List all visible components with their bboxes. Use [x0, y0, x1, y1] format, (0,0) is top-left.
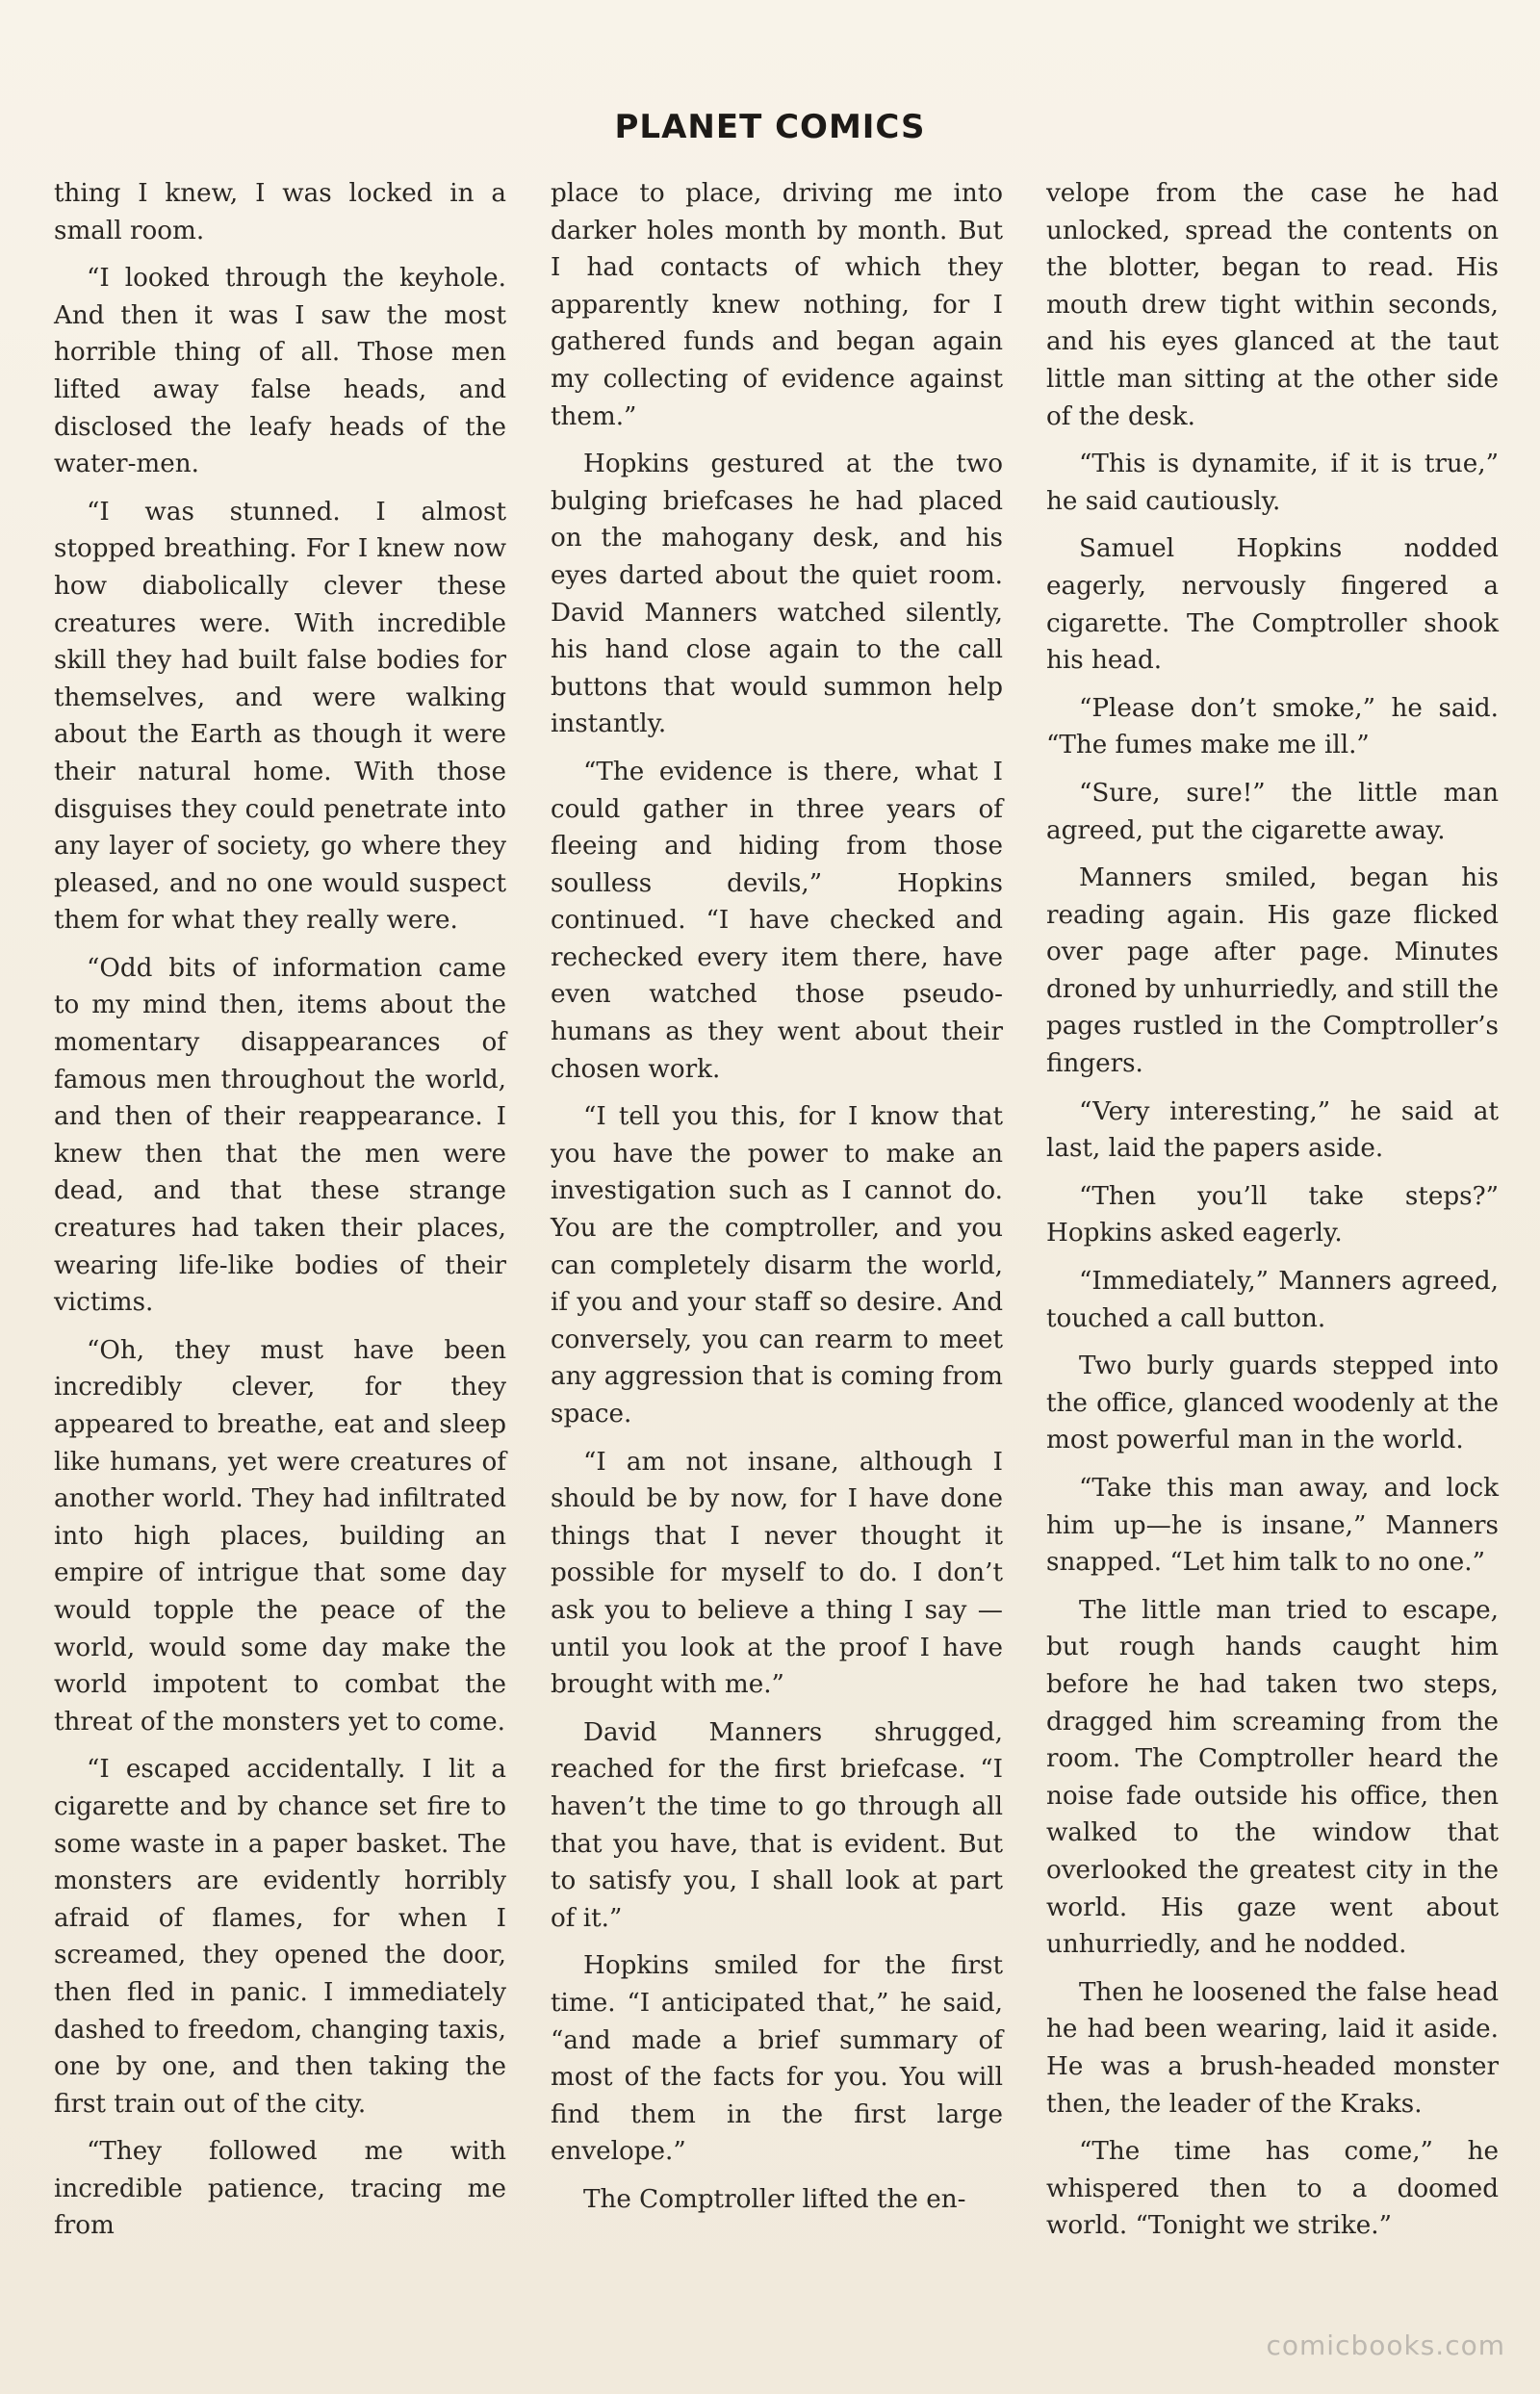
paragraph: “Immediately,” Manners agreed, touched a call button.	[1046, 1267, 1499, 1333]
paragraph: “Then you’ll take steps?” Hopkins asked eagerly.	[1046, 1181, 1499, 1248]
paragraph: “They followed me with incredible patience, tracing me from	[54, 2137, 506, 2241]
paragraph: Samuel Hopkins nodded eagerly, nervously fingered a cigarette. The Comptroller shook his head.	[1046, 534, 1499, 676]
paragraph: Hopkins smiled for the first time. “I anticipated that,” he said, “and made a brief summary of most of the facts for you. You will find them in the first large envelope.”	[551, 1951, 1003, 2167]
paragraph: “Odd bits of information came to my mind then, items about the momentary disappearances of famous men throughout the world, and then of their reappearance. I knew then that the men were dead, and that these strange creatures had taken their places, wearing life-like bodies of their victims.	[54, 953, 506, 1318]
paragraph: Hopkins gestured at the two bulging briefcases he had placed on the mahogany desk, and his eyes darted about the quiet room. David Manners watched silently, his hand close again to the call buttons that would summon help instantly.	[551, 450, 1003, 739]
paragraph: “Sure, sure!” the little man agreed, put the cigarette away.	[1046, 778, 1499, 845]
paragraph: “The evidence is there, what I could gather in three years of fleeing and hiding from those soulless devils,” Hopkins continued. “I have checked and rechecked every item there, have even watched those pseudo-humans as they went about their chosen work.	[551, 757, 1003, 1084]
paragraph: velope from the case he had unlocked, spread the contents on the blotter, began to read. His mouth drew tight within seconds, and his eyes glanced at the taut little man sitting at the other side of the desk.	[1046, 179, 1499, 431]
text-column-1	[54, 175, 506, 2255]
paragraph: place to place, driving me into darker holes month by month. But I had contacts of which they apparently knew nothing, for I gathered funds and began again my collecting of evidence against them.”	[551, 179, 1003, 431]
paragraph: “Please don’t smoke,” he said. “The fumes make me ill.”	[1046, 693, 1499, 760]
paragraph: “This is dynamite, if it is true,” he said cautiously.	[1046, 450, 1499, 516]
paragraph: Manners smiled, began his reading again. His gaze flicked over page after page. Minutes droned by unhurriedly, and still the pages rustled in the Comptroller’s fingers.	[1046, 863, 1499, 1079]
paragraph: “Very interesting,” he said at last, laid the papers aside.	[1046, 1096, 1499, 1164]
paragraph: The Comptroller lifted the en-	[583, 2184, 966, 2214]
paragraph: David Manners shrugged, reached for the first briefcase. “I haven’t the time to go through all that you have, that is evident. But to satisfy you, I shall look at part of it.”	[551, 1717, 1003, 1933]
paragraph: “The time has come,” he whispered then to a doomed world. “Tonight we strike.”	[1046, 2137, 1499, 2241]
paragraph: “I looked through the keyhole. And then it was I saw the most horrible thing of all. Those men lifted away false heads, and disclosed the leafy heads of the water-men.	[54, 264, 506, 479]
text-column-3	[1046, 175, 1499, 2255]
paragraph: “I was stunned. I almost stopped breathing. For I knew now how diabolically clever these creatures were. With incredible skill they had built false bodies for themselves, and were walking about the Earth as though it were their natural home. With those disguises they could penetrate into any layer of society, go where they pleased, and no one would suspect them for what they really were.	[54, 497, 506, 936]
paragraph: Then he loosened the false head he had been wearing, laid it aside. He was a brush-headed monster then, the leader of the Kraks.	[1046, 1977, 1499, 2119]
paragraph: The little man tried to escape, but rough hands caught him before he had taken two steps, dragged him screaming from the room. The Comptroller heard the noise fade outside his office, then walked to the window that overlooked the greatest city in the world. His gaze went about unhurriedly, and he nodded.	[1046, 1595, 1499, 1960]
paragraph: “I am not insane, although I should be by now, for I have done things that I never thought it possible for myself to do. I don’t ask you to believe a thing I say —until you look at the proof I have brought with me.”	[551, 1447, 1003, 1700]
site-watermark: comicbooks.com	[1266, 2330, 1505, 2361]
paragraph: Two burly guards stepped into the office, glanced woodenly at the most powerful man in the world.	[1046, 1351, 1499, 1455]
paragraph: “Oh, they must have been incredibly clever, for they appeared to breathe, eat and sleep like humans, yet were creatures of another world. They had infiltrated into high places, building an empire of intrigue that some day would topple the peace of the world, would some day make the world impotent to combat the threat of the monsters yet to come.	[54, 1335, 506, 1737]
paragraph: “Take this man away, and lock him up—he is insane,” Manners snapped. “Let him talk to no one.”	[1046, 1474, 1499, 1578]
paragraph: “I tell you this, for I know that you have the power to make an investigation such as I cannot do. You are the comptroller, and you can completely disarm the world, if you and your staff so desire. And conversely, you can rearm to meet any aggression that is coming from space.	[551, 1102, 1003, 1429]
page-header-title: PLANET COMICS	[614, 108, 926, 146]
text-column-2	[551, 175, 1003, 2228]
paragraph: thing I knew, I was locked in a small room.	[54, 179, 506, 245]
paragraph: “I escaped accidentally. I lit a cigarette and by chance set fire to some waste in a paper basket. The monsters are evidently horribly afraid of flames, for when I screamed, they opened the door, then fled in panic. I immediately dashed to freedom, changing taxis, one by one, and then taking the first train out of the city.	[54, 1755, 506, 2119]
